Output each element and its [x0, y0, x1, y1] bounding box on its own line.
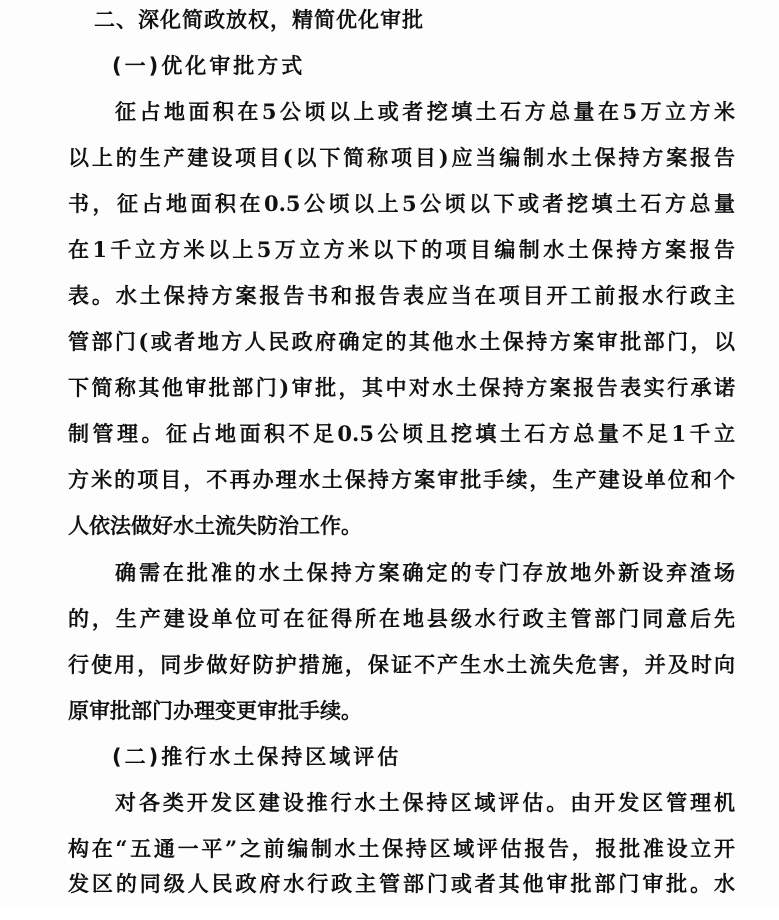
paragraph-line: 行使用，同步做好防护措施，保证不产生水土流失危害，并及时向: [68, 652, 735, 677]
paragraph-line: 的，生产建设单位可在征得所在地县级水行政主管部门同意后先: [68, 606, 735, 631]
paragraph-line: 征占地面积在5公顷以上或者挖填土石方总量在5万立方米: [115, 99, 735, 124]
paragraph-line: 下简称其他审批部门)审批，其中对水土保持方案报告表实行承诺: [68, 375, 735, 400]
paragraph-line: 在1千立方米以上5万立方米以下的项目编制水土保持方案报告: [68, 237, 735, 262]
paragraph-line: 管部门(或者地方人民政府确定的其他水土保持方案审批部门，以: [68, 329, 735, 354]
section-heading: 二、深化简政放权，精简优化审批: [94, 8, 424, 32]
paragraph-line: 构在“五通一平”之前编制水土保持区域评估报告，报批准设立开: [68, 836, 735, 861]
subsection-heading-1: (一)优化审批方式: [112, 54, 306, 78]
paragraph-line: 对各类开发区建设推行水土保持区域评估。由开发区管理机: [115, 790, 735, 815]
paragraph-line: 书，征占地面积在0.5公顷以上5公顷以下或者挖填土石方总量: [68, 191, 735, 216]
paragraph-line: 方米的项目，不再办理水土保持方案审批手续，生产建设单位和个: [68, 467, 735, 492]
paragraph-line: 以上的生产建设项目(以下简称项目)应当编制水土保持方案报告: [68, 145, 735, 170]
paragraph-line: 确需在批准的水土保持方案确定的专门存放地外新设弃渣场: [115, 560, 735, 585]
paragraph-line: 制管理。征占地面积不足0.5公顷且挖填土石方总量不足1千立: [68, 421, 735, 446]
subsection-heading-2: (二)推行水土保持区域评估: [112, 745, 402, 769]
paragraph-line: 表。水土保持方案报告书和报告表应当在项目开工前报水行政主: [68, 283, 735, 308]
paragraph-line: 原审批部门办理变更审批手续。: [68, 698, 362, 723]
paragraph-line: 发区的同级人民政府水行政主管部门或者其他审批部门审批。水: [68, 871, 735, 896]
paragraph-line: 人依法做好水土流失防治工作。: [68, 513, 362, 538]
